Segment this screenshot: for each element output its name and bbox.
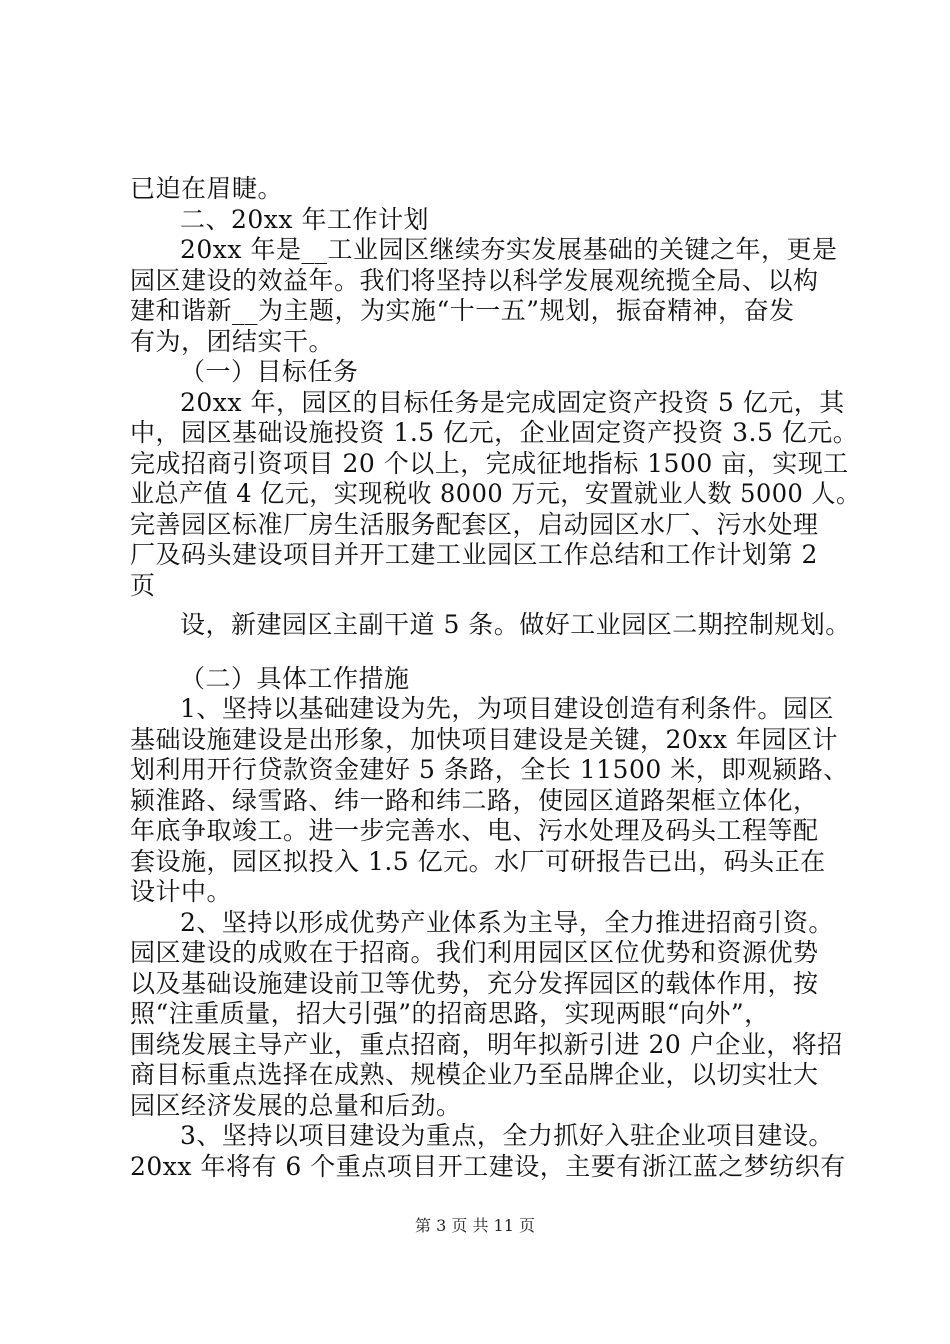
text-line: 1、坚持以基础建设为先，为项目建设创造有利条件。园区 [180,694,834,723]
text-line: 有为，团结实干。 [130,327,335,356]
text-line: 厂及码头建设项目并开工建工业园区工作总结和工作计划第 2 [130,540,818,569]
text-line: 年底争取竣工。进一步完善水、电、污水处理及码头工程等配 [130,816,819,845]
text-line: 设，新建园区主副干道 5 条。做好工业园区二期控制规划。 [180,610,851,639]
text-line: 颍淮路、绿雪路、纬一路和纬二路，使园区道路架框立体化， [130,786,819,815]
text-line: 套设施，园区拟投入 1.5 亿元。水厂可研报告已出，码头正在 [130,847,826,876]
text-line: 基础设施建设是出形象，加快项目建设是关键，20xx 年园区计 [130,725,838,754]
text-line: 设计中。 [130,877,233,906]
text-line: 园区建设的成败在于招商。我们利用园区区位优势和资源优势 [130,938,819,967]
text-line: 中，园区基础设施投资 1.5 亿元，企业固定资产投资 3.5 亿元。 [130,418,859,447]
text-line: 完成招商引资项目 20 个以上，完成征地指标 1500 亩，实现工 [130,449,849,478]
text-line: 业总产值 4 亿元，实现税收 8000 万元，安置就业人数 5000 人。 [130,479,861,508]
text-line: 20xx 年是__工业园区继续夯实发展基础的关键之年，更是 [180,235,838,264]
text-line: 2、坚持以形成优势产业体系为主导，全力推进招商引资。 [180,908,834,937]
section-heading: 二、20xx 年工作计划 [180,205,429,234]
text-line: 以及基础设施建设前卫等优势，充分发挥园区的载体作用，按 [130,969,819,998]
text-line: 商目标重点选择在成熟、规模企业乃至品牌企业，以切实壮大 [130,1060,819,1089]
text-line: 20xx 年，园区的目标任务是完成固定资产投资 5 亿元，其 [180,388,845,417]
text-line: 建和谐新__为主题，为实施“十一五”规划，振奋精神，奋发 [130,296,795,325]
text-line: 3、坚持以项目建设为重点，全力抓好入驻企业项目建设。 [180,1121,834,1150]
subsection-heading: （一）目标任务 [180,357,359,386]
text-line: 划利用开行贷款资金建好 5 条路，全长 11500 米，即观颍路、 [130,755,849,784]
text-line: 园区建设的效益年。我们将坚持以科学发展观统揽全局、以构 [130,266,819,295]
text-line: 园区经济发展的总量和后劲。 [130,1091,462,1120]
text-line: 已迫在眉睫。 [130,174,284,203]
subsection-heading: （二）具体工作措施 [180,664,410,693]
text-line: 围绕发展主导产业，重点招商，明年拟新引进 20 户企业，将招 [130,1030,843,1059]
text-line: 20xx 年将有 6 个重点项目开工建设，主要有浙江蓝之梦纺织有 [130,1152,846,1181]
text-line: 页 [130,571,156,600]
text-line: 完善园区标准厂房生活服务配套区，启动园区水厂、污水处理 [130,510,819,539]
page-number-footer: 第 3 页 共 11 页 [415,1216,535,1235]
text-line: 照“注重质量，招大引强”的招商思路，实现两眼“向外”， [130,999,770,1028]
